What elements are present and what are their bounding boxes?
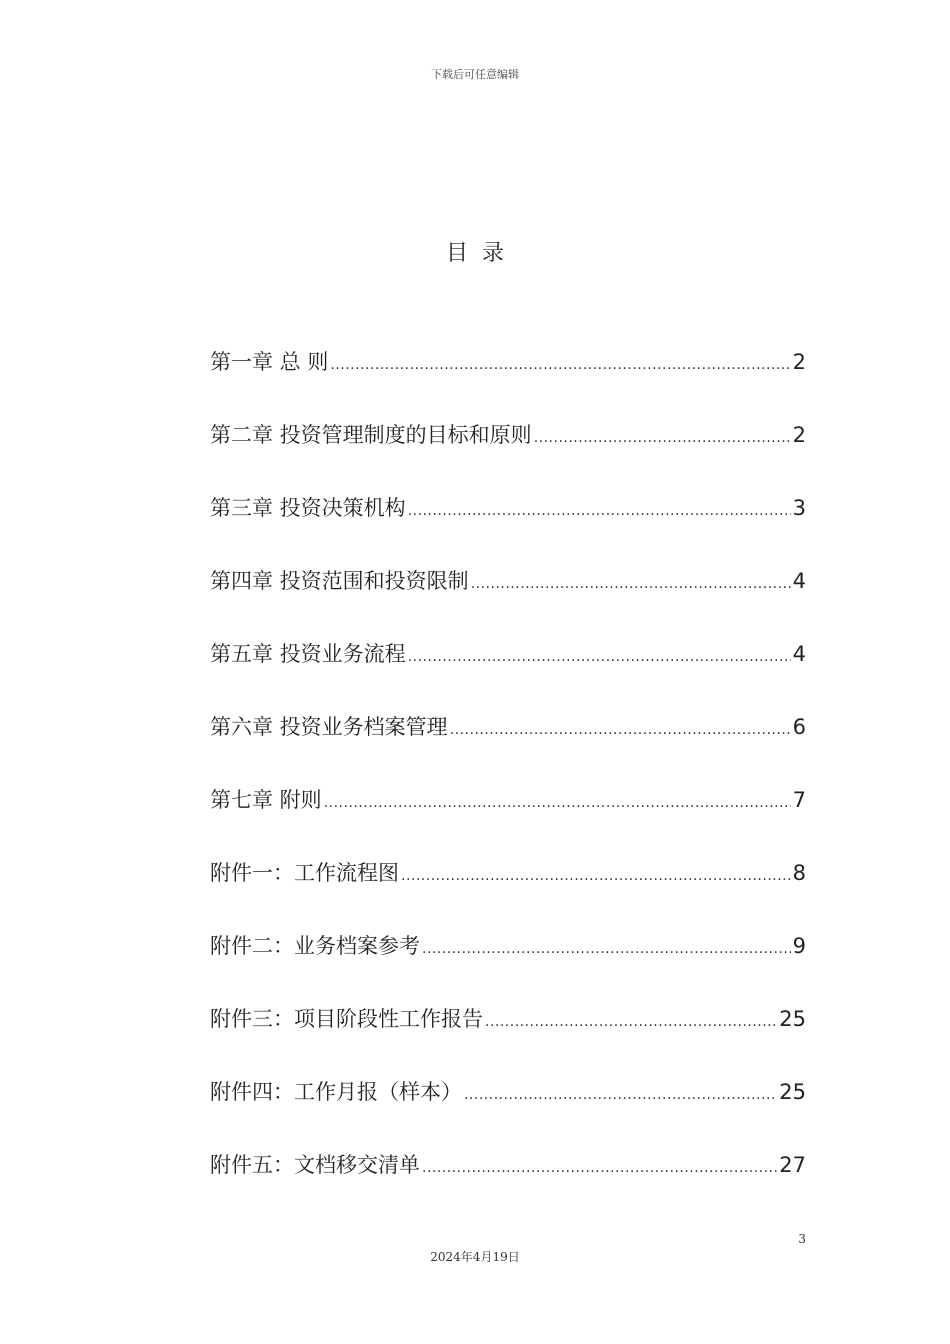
toc-entry-page: 9	[792, 934, 806, 958]
toc-entry-label: 第三章 投资决策机构	[210, 496, 406, 520]
toc-entry-label: 附件五：文档移交清单	[210, 1153, 420, 1177]
toc-entry-label: 第五章 投资业务流程	[210, 642, 406, 666]
toc-leader-dots	[324, 795, 791, 811]
toc-entry-label: 附件三：项目阶段性工作报告	[210, 1007, 483, 1031]
toc-entry-chapter-1[interactable]	[210, 346, 806, 419]
toc-entry-appendix-2[interactable]	[210, 930, 806, 1003]
footer-date: 2024年4月19日	[430, 1250, 520, 1264]
toc-leader-dots	[408, 503, 791, 519]
toc-leader-dots	[534, 430, 791, 446]
page-number: 3	[798, 1232, 806, 1246]
toc-entry-page: 7	[792, 788, 806, 812]
toc-entry-label: 附件一：工作流程图	[210, 861, 399, 885]
toc-leader-dots	[485, 1014, 777, 1030]
toc-leader-dots	[464, 1087, 777, 1103]
toc-entry-appendix-4[interactable]	[210, 1076, 806, 1149]
toc-entry-appendix-5[interactable]	[210, 1149, 806, 1222]
toc-entry-appendix-3[interactable]	[210, 1003, 806, 1076]
toc-entry-chapter-5[interactable]	[210, 638, 806, 711]
toc-entry-label: 附件四：工作月报（样本）	[210, 1080, 462, 1104]
toc-entry-label: 第四章 投资范围和投资限制	[210, 569, 469, 593]
toc-entry-page: 25	[779, 1007, 806, 1031]
toc-leader-dots	[422, 1160, 777, 1176]
toc-leader-dots	[471, 576, 791, 592]
header-note: 下载后可任意编辑	[431, 68, 519, 81]
toc-entry-label: 第一章 总 则	[210, 350, 329, 374]
toc-entry-label: 第七章 附则	[210, 788, 322, 812]
toc-entry-page: 2	[792, 350, 806, 374]
toc-entry-page: 2	[792, 423, 806, 447]
toc-leader-dots	[401, 868, 791, 884]
toc-entry-page: 3	[792, 496, 806, 520]
toc-entry-chapter-4[interactable]	[210, 565, 806, 638]
toc-entry-chapter-3[interactable]	[210, 492, 806, 565]
toc-entry-page: 27	[779, 1153, 806, 1177]
toc-entry-page: 25	[779, 1080, 806, 1104]
toc-leader-dots	[422, 941, 791, 957]
toc-entry-appendix-1[interactable]	[210, 857, 806, 930]
toc-leader-dots	[408, 649, 791, 665]
toc-entry-chapter-6[interactable]	[210, 711, 806, 784]
toc-entry-label: 附件二：业务档案参考	[210, 934, 420, 958]
toc-leader-dots	[450, 722, 791, 738]
toc-entry-label: 第六章 投资业务档案管理	[210, 715, 448, 739]
toc-entry-page: 8	[792, 861, 806, 885]
toc-entry-page: 4	[792, 569, 806, 593]
toc-entry-chapter-2[interactable]	[210, 419, 806, 492]
toc-entry-page: 6	[792, 715, 806, 739]
toc-entry-page: 4	[792, 642, 806, 666]
toc-title: 目录	[445, 241, 518, 266]
toc-leader-dots	[330, 357, 790, 373]
toc-entry-chapter-7[interactable]	[210, 784, 806, 857]
toc-list	[210, 346, 806, 1222]
toc-entry-label: 第二章 投资管理制度的目标和原则	[210, 423, 532, 447]
